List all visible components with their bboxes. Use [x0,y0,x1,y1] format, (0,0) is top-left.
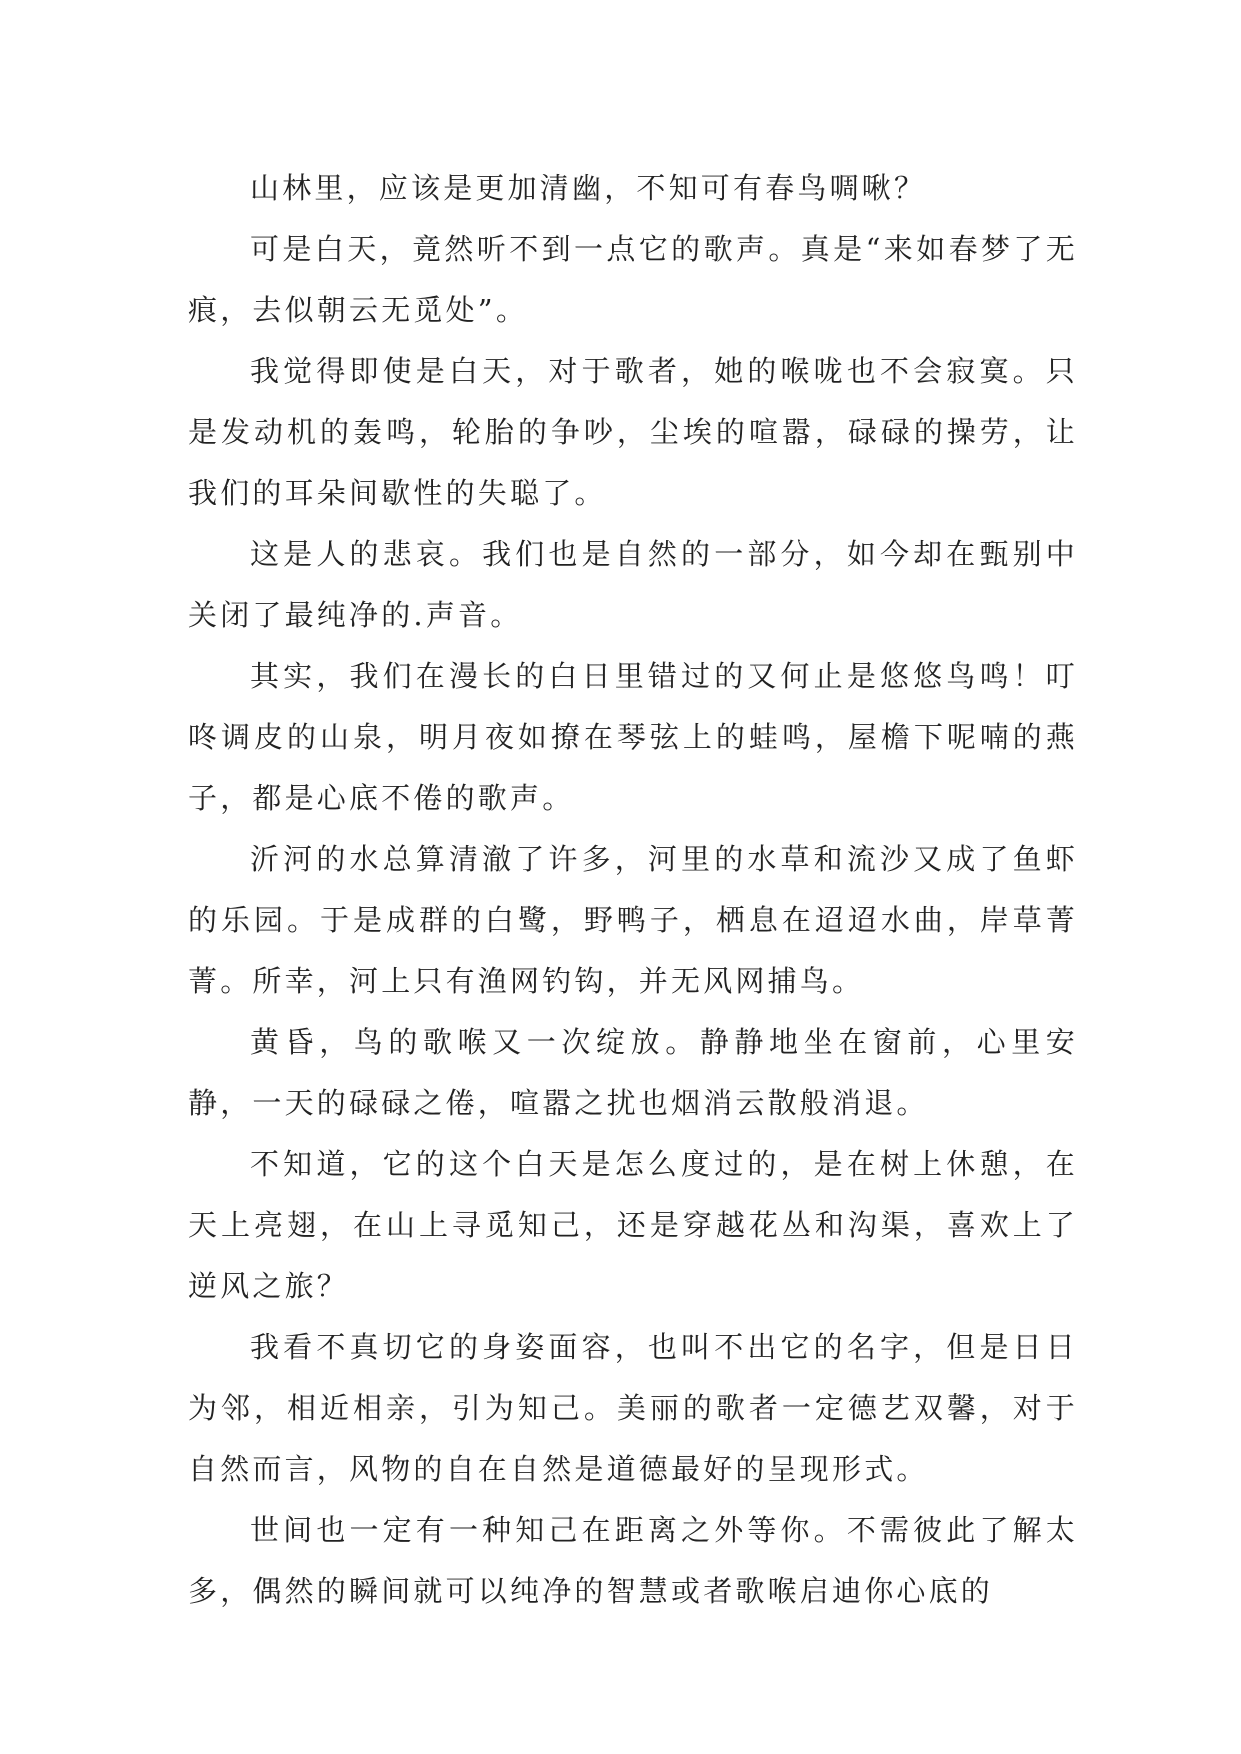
paragraph: 我觉得即使是白天，对于歌者，她的喉咙也不会寂寞。只是发动机的轰鸣，轮胎的争吵，尘埃的喧嚣，碌碌的操劳，让我们的耳朵间歇性的失聪了。 [188,354,1078,510]
paragraph: 其实，我们在漫长的白日里错过的又何止是悠悠鸟鸣！叮咚调皮的山泉，明月夜如撩在琴弦上的蛙鸣，屋檐下呢喃的燕子，都是心底不倦的歌声。 [188,659,1078,815]
paragraph: 沂河的水总算清澈了许多，河里的水草和流沙又成了鱼虾的乐园。于是成群的白鹭，野鸭子，栖息在迢迢水曲，岸草菁菁。所幸，河上只有渔网钓钩，并无风网捕鸟。 [188,842,1078,998]
paragraph: 世间也一定有一种知己在距离之外等你。不需彼此了解太多，偶然的瞬间就可以纯净的智慧或者歌喉启迪你心底的 [188,1513,1078,1608]
paragraph: 可是白天，竟然听不到一点它的歌声。真是“来如春梦了无痕，去似朝云无觅处”。 [188,232,1078,327]
paragraph: 黄昏，鸟的歌喉又一次绽放。静静地坐在窗前，心里安静，一天的碌碌之倦，喧嚣之扰也烟消云散般消退。 [188,1025,1078,1120]
paragraph: 山林里，应该是更加清幽，不知可有春鸟啁啾？ [250,171,927,205]
paragraph: 这是人的悲哀。我们也是自然的一部分，如今却在甄别中关闭了最纯净的.声音。 [188,537,1078,632]
paragraph: 不知道，它的这个白天是怎么度过的，是在树上休憩，在天上亮翅，在山上寻觅知己，还是穿越花丛和沟渠，喜欢上了逆风之旅？ [188,1147,1078,1303]
document-body [188,158,1078,1622]
paragraph: 我看不真切它的身姿面容，也叫不出它的名字，但是日日为邻，相近相亲，引为知己。美丽的歌者一定德艺双馨，对于自然而言，风物的自在自然是道德最好的呈现形式。 [188,1330,1078,1486]
